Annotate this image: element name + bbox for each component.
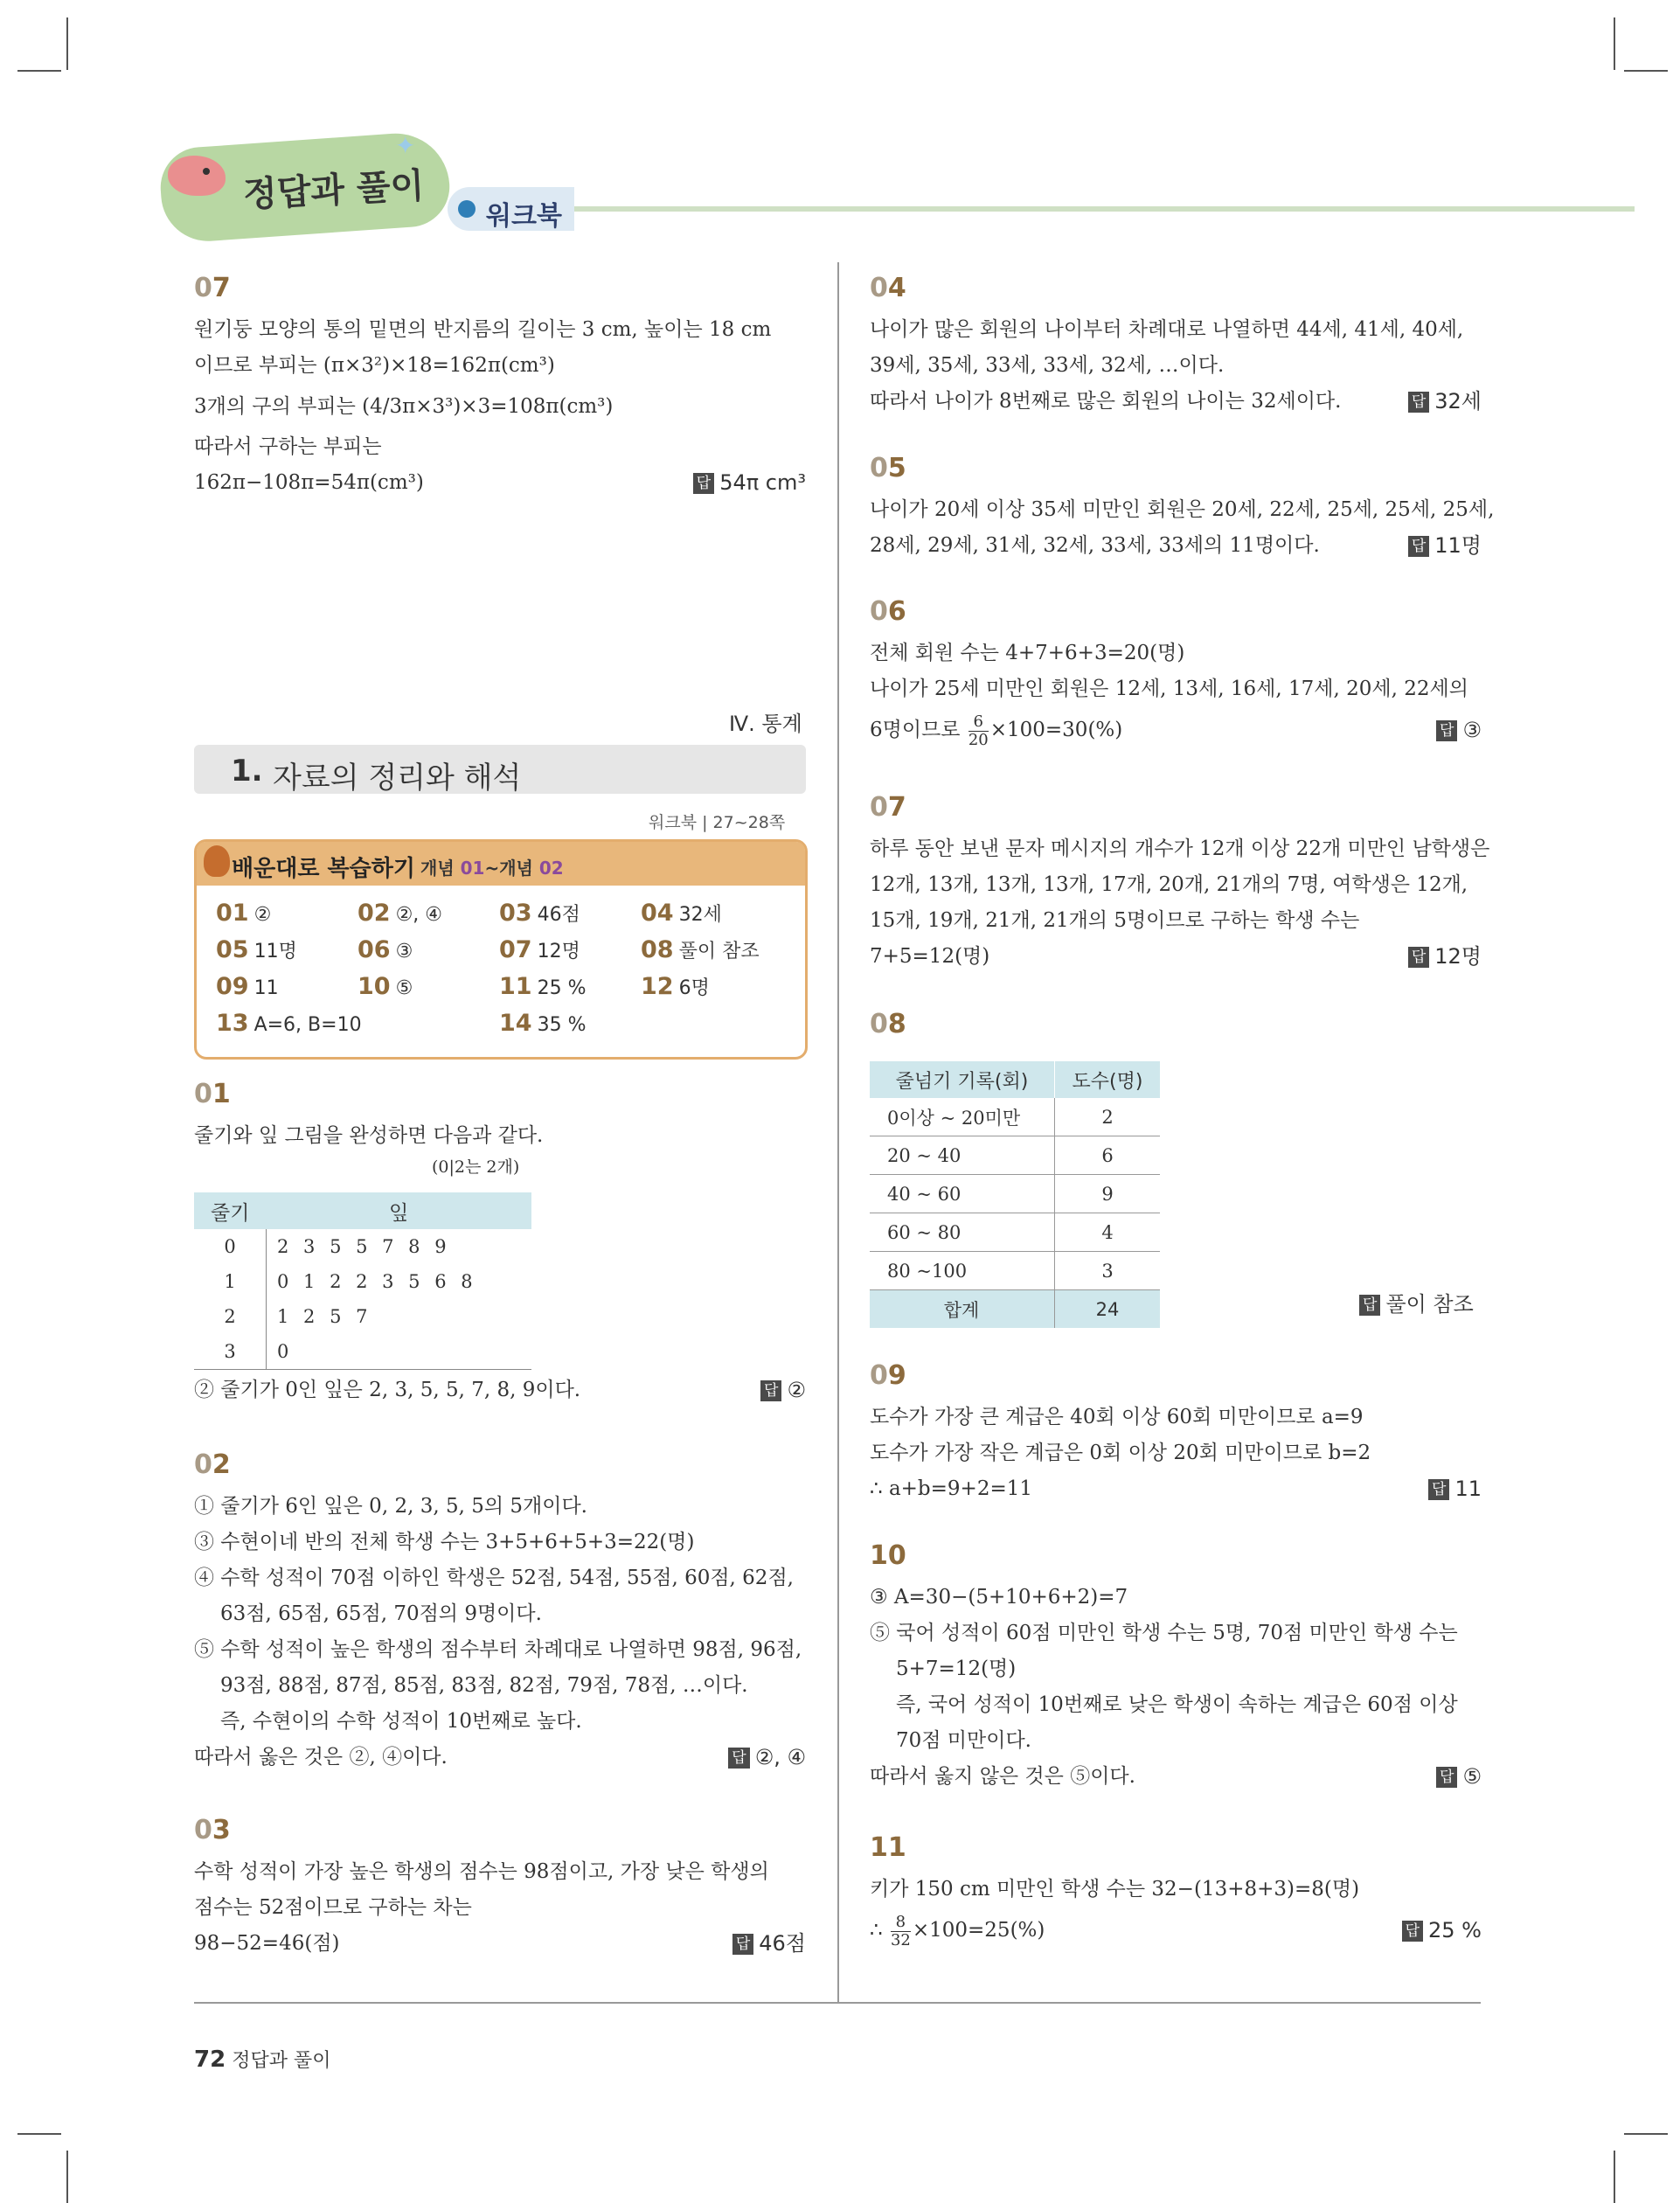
text-line: 키가 150 cm 미만인 학생 수는 32−(13+8+3)=8(명) [870, 1878, 1360, 1901]
text-line [870, 707, 1482, 753]
problem-11 [870, 1832, 1482, 1953]
answer [1408, 528, 1482, 564]
text-line [870, 1471, 1482, 1507]
frequency-cell: 9 [1055, 1175, 1161, 1213]
answer [1408, 384, 1482, 420]
problem-09 [870, 1360, 1482, 1507]
tab-dot-icon [458, 200, 476, 218]
chapter-title-bar [194, 745, 806, 794]
answer-value: 46점 [759, 1931, 806, 1956]
denominator: 32 [890, 1930, 911, 1949]
text-line: ⑤ 국어 성적이 60점 미만인 학생 수는 5명, 70점 미만인 학생 수는 [870, 1622, 1458, 1644]
answer [732, 1926, 806, 1962]
fox-icon [204, 845, 230, 877]
text-line [870, 528, 1482, 564]
answer-mark: 답 [1428, 1479, 1449, 1500]
text-line [194, 1740, 806, 1776]
whale-eye-icon [203, 168, 210, 175]
answer-mark: 답 [732, 1934, 753, 1955]
text-line: 63점, 65점, 65점, 70점의 9명이다. [220, 1602, 542, 1625]
problem-number: 08 [870, 1009, 906, 1039]
answer [1402, 1908, 1482, 1953]
stem-cell: 1 [194, 1264, 267, 1299]
text-line: 93점, 88점, 87점, 85점, 83점, 82점, 79점, 78점, …이다. [220, 1674, 748, 1697]
problem-10 [870, 1540, 1482, 1795]
answer-mark: 답 [1408, 536, 1429, 557]
text-line: 줄기와 잎 그림을 완성하면 다음과 같다. [194, 1124, 544, 1147]
text-line: ③ 수현이네 반의 전체 학생 수는 3+5+6+5+3=22(명) [194, 1531, 695, 1553]
review-item: 04 32세 [641, 900, 722, 927]
text-line: 전체 회원 수는 4+7+6+3=20(명) [870, 642, 1185, 664]
text-line [870, 1908, 1482, 1953]
review-item: 13 A=6, B=10 [216, 1010, 362, 1037]
water-drops-icon: ✦ [395, 131, 416, 160]
answer-value: ②, ④ [754, 1745, 806, 1769]
problem-07-left [194, 273, 806, 501]
denominator: 20 [968, 730, 989, 749]
stem-leaf-table [194, 1192, 531, 1370]
text-line: ⑤ 수학 성적이 높은 학생의 점수부터 차례대로 나열하면 98점, 96점, [194, 1638, 802, 1661]
answer-mark: 답 [693, 473, 714, 494]
fraction [968, 713, 989, 749]
problem-number: 10 [870, 1540, 906, 1571]
text-line [870, 1759, 1482, 1795]
answer-mark: 답 [1408, 947, 1429, 968]
text-line: ① 줄기가 6인 잎은 0, 2, 3, 5, 5의 5개이다. [194, 1495, 587, 1518]
text-line [870, 939, 1482, 975]
explanation: ② 줄기가 0인 잎은 2, 3, 5, 5, 7, 8, 9이다. [194, 1379, 581, 1401]
text-line: ④ 수학 성적이 70점 이하인 학생은 52점, 54점, 55점, 60점, 62점, [194, 1567, 794, 1589]
text-line: 도수가 가장 작은 계급은 0회 이상 20회 미만이므로 b=2 [870, 1442, 1371, 1464]
text-line: 수학 성적이 가장 높은 학생의 점수는 98점이고, 가장 낮은 학생의 [194, 1860, 769, 1883]
header-rule [559, 206, 1635, 212]
answer-value: 32세 [1434, 389, 1482, 413]
total-value: 24 [1055, 1290, 1161, 1329]
problem-number: 05 [870, 453, 906, 483]
problem-04 [870, 273, 1482, 420]
answer [1359, 1287, 1474, 1317]
chapter-title: 자료의 정리와 해석 [273, 761, 522, 796]
text-line: 나이가 20세 이상 35세 미만인 회원은 20세, 22세, 25세, 25세, 25세, [870, 498, 1495, 521]
leaf-cell: 1 2 5 7 [277, 1306, 369, 1327]
text-line: 나이가 25세 미만인 회원은 12세, 13세, 16세, 17세, 20세, 22세의 [870, 678, 1468, 700]
problem-02 [194, 1449, 806, 1776]
answer [1408, 939, 1482, 975]
conclusion: 따라서 나이가 8번째로 많은 회원의 나이는 32세이다. [870, 390, 1342, 413]
answer-value: 11명 [1434, 533, 1482, 558]
crop-mark [66, 17, 68, 70]
text-line: 즉, 국어 성적이 10번째로 낮은 학생이 속하는 계급은 60점 이상 [896, 1693, 1458, 1716]
fraction [891, 1914, 911, 1949]
review-item: 02 ②, ④ [358, 900, 443, 927]
text-line [194, 1926, 806, 1962]
text-line: 5+7=12(명) [896, 1657, 1017, 1680]
review-concepts: 개념 01~개념 02 [420, 858, 564, 879]
review-item: 08 풀이 참조 [641, 936, 760, 963]
review-item: 09 11 [216, 973, 279, 1000]
answer-value: 풀이 참조 [1385, 1292, 1474, 1317]
total-label: 합계 [870, 1290, 1055, 1329]
equation-suffix: ×100=30(%) [989, 719, 1123, 741]
crop-mark [17, 2133, 61, 2135]
answer [760, 1373, 806, 1408]
answer-mark: 답 [1436, 1767, 1457, 1788]
review-item: 10 ⑤ [358, 973, 413, 1000]
class-cell: 80 ~100 [870, 1252, 1055, 1290]
leaf-cell: 0 [267, 1334, 532, 1370]
answer-mark: 답 [1359, 1295, 1380, 1316]
stem-cell: 0 [194, 1229, 267, 1264]
problem-number: 11 [870, 1832, 906, 1863]
review-title: 배운대로 복습하기 [232, 856, 415, 882]
review-item: 05 11명 [216, 936, 297, 963]
conclusion: 따라서 옳은 것은 ②, ④이다. [194, 1746, 448, 1769]
text-line: 70점 미만이다. [896, 1729, 1031, 1752]
leaf-cell: 2 3 5 5 7 8 9 [277, 1236, 448, 1257]
review-item: 06 ③ [358, 936, 413, 963]
text-line: 도수가 가장 큰 계급은 40회 이상 60회 미만이므로 a=9 [870, 1406, 1364, 1428]
equation: 98−52=46(점) [194, 1932, 340, 1955]
answer-value: 54π cm³ [719, 470, 806, 495]
conclusion: 따라서 옳지 않은 것은 ⑤이다. [870, 1765, 1135, 1788]
crop-mark [1614, 2151, 1615, 2203]
text-line: 3개의 구의 부피는 (4/3π×3³)×3=108π(cm³) [194, 395, 614, 418]
review-item: 03 46점 [499, 900, 580, 927]
answer-value: ③ [1462, 718, 1482, 742]
frequency-cell: 3 [1055, 1252, 1161, 1290]
answer [693, 465, 806, 501]
text-line: 39세, 35세, 33세, 33세, 32세, …이다. [870, 354, 1225, 377]
equation: 7+5=12(명) [870, 945, 990, 968]
bottom-rule [194, 2002, 1481, 2004]
class-header: 줄넘기 기록(회) [870, 1061, 1055, 1098]
equation-suffix: ×100=25(%) [912, 1919, 1045, 1942]
answer-value: 25 % [1428, 1918, 1482, 1942]
page-footer [194, 2046, 330, 2073]
equation: 162π−108π=54π(cm³) [194, 471, 424, 494]
review-item: 11 25 % [499, 973, 587, 1000]
stem-cell: 3 [194, 1334, 267, 1370]
problem-08 [870, 1009, 1482, 1321]
workbook-tab-label: 워크북 [486, 201, 562, 232]
problem-03 [194, 1815, 806, 1962]
text-line: 이므로 부피는 (π×3²)×18=162π(cm³) [194, 354, 555, 377]
problem-01 [194, 1079, 806, 1402]
workbook-page-ref: 워크북 | 27~28쪽 [649, 813, 786, 832]
equation: ∴ a+b=9+2=11 [870, 1477, 1032, 1500]
problem-number: 07 [870, 792, 906, 823]
footer-label: 정답과 풀이 [232, 2050, 331, 2072]
text-line [194, 1373, 806, 1408]
frequency-header: 도수(명) [1055, 1061, 1161, 1098]
text-line: 12개, 13개, 13개, 13개, 17개, 20개, 21개의 7명, 여학생은 12개, [870, 873, 1468, 896]
text-line: 즉, 수현이의 수학 성적이 10번째로 높다. [220, 1710, 582, 1733]
text-line: 원기둥 모양의 통의 밑면의 반지름의 길이는 3 cm, 높이는 18 cm [194, 318, 772, 341]
answer [1436, 1759, 1482, 1795]
text-line: 15개, 19개, 21개, 21개의 5명이므로 구하는 학생 수는 [870, 909, 1360, 932]
problem-number: 07 [194, 273, 231, 303]
problem-07-right [870, 792, 1490, 975]
text-line: 하루 동안 보낸 문자 메시지의 개수가 12개 이상 22개 미만인 남학생은 [870, 837, 1490, 860]
page-number: 72 [194, 2047, 226, 2073]
review-answer-box [194, 839, 808, 1060]
header-title: 정답과 풀이 [242, 165, 426, 216]
column-divider [837, 262, 839, 2002]
answer-value: 12명 [1434, 944, 1482, 969]
class-cell: 60 ~ 80 [870, 1213, 1055, 1252]
text-line: 따라서 구하는 부피는 [194, 435, 382, 458]
review-header [197, 842, 805, 886]
answer-mark: 답 [1436, 720, 1457, 741]
numerator: 8 [895, 1912, 906, 1931]
frequency-cell: 2 [1055, 1098, 1161, 1136]
whale-icon [168, 156, 226, 196]
class-cell: 20 ~ 40 [870, 1136, 1055, 1175]
problem-number: 09 [870, 1360, 906, 1391]
frequency-cell: 4 [1055, 1213, 1161, 1252]
leaf-header: 잎 [267, 1192, 532, 1229]
answer-mark: 답 [1402, 1921, 1423, 1942]
problem-number: 03 [194, 1815, 231, 1845]
crop-mark [17, 70, 61, 72]
answer-value: ⑤ [1462, 1764, 1482, 1789]
leaf-cell: 0 1 2 2 3 5 6 8 [277, 1271, 474, 1292]
answer-mark: 답 [728, 1748, 749, 1769]
problem-number: 06 [870, 596, 906, 627]
text-line: 점수는 52점이므로 구하는 차는 [194, 1896, 472, 1919]
class-cell: 40 ~ 60 [870, 1175, 1055, 1213]
review-item: 14 35 % [499, 1010, 587, 1037]
text-line: 나이가 많은 회원의 나이부터 차례대로 나열하면 44세, 41세, 40세, [870, 318, 1464, 341]
review-item: 07 12명 [499, 936, 580, 963]
problem-06 [870, 596, 1482, 753]
class-cell: 0이상 ~ 20미만 [870, 1098, 1055, 1136]
frequency-table [870, 1061, 1160, 1328]
answer-mark: 답 [760, 1380, 781, 1401]
review-item: 01 ② [216, 900, 272, 927]
workbook-tab [448, 187, 574, 231]
problem-number: 02 [194, 1449, 231, 1480]
answer [728, 1740, 806, 1776]
conclusion: 28세, 29세, 31세, 32세, 33세, 33세의 11명이다. [870, 534, 1320, 557]
crop-mark [1624, 70, 1668, 72]
answer-value: ② [787, 1378, 806, 1402]
chapter-number: 1. [231, 754, 263, 789]
stem-cell: 2 [194, 1299, 267, 1334]
review-item: 12 6명 [641, 973, 710, 1000]
stem-header: 줄기 [194, 1192, 267, 1229]
stem-leaf-note: (0|2는 2개) [432, 1157, 520, 1177]
crop-mark [1624, 2133, 1668, 2135]
crop-mark [1614, 17, 1615, 70]
text-line: ③ A=30−(5+10+6+2)=7 [870, 1586, 1128, 1609]
crop-mark [66, 2151, 68, 2203]
problem-number: 01 [194, 1079, 231, 1109]
problem-05 [870, 453, 1495, 564]
problem-number: 04 [870, 273, 906, 303]
numerator: 6 [973, 712, 983, 731]
frequency-cell: 6 [1055, 1136, 1161, 1175]
answer-mark: 답 [1408, 392, 1429, 413]
equation-prefix: 6명이므로 [870, 719, 967, 741]
answer [1436, 707, 1482, 753]
unit-label: Ⅳ. 통계 [729, 712, 802, 736]
answer-value: 11 [1454, 1477, 1482, 1501]
answer [1428, 1471, 1482, 1507]
text-line [194, 465, 806, 501]
equation-prefix: ∴ [870, 1919, 889, 1942]
text-line [870, 384, 1482, 420]
